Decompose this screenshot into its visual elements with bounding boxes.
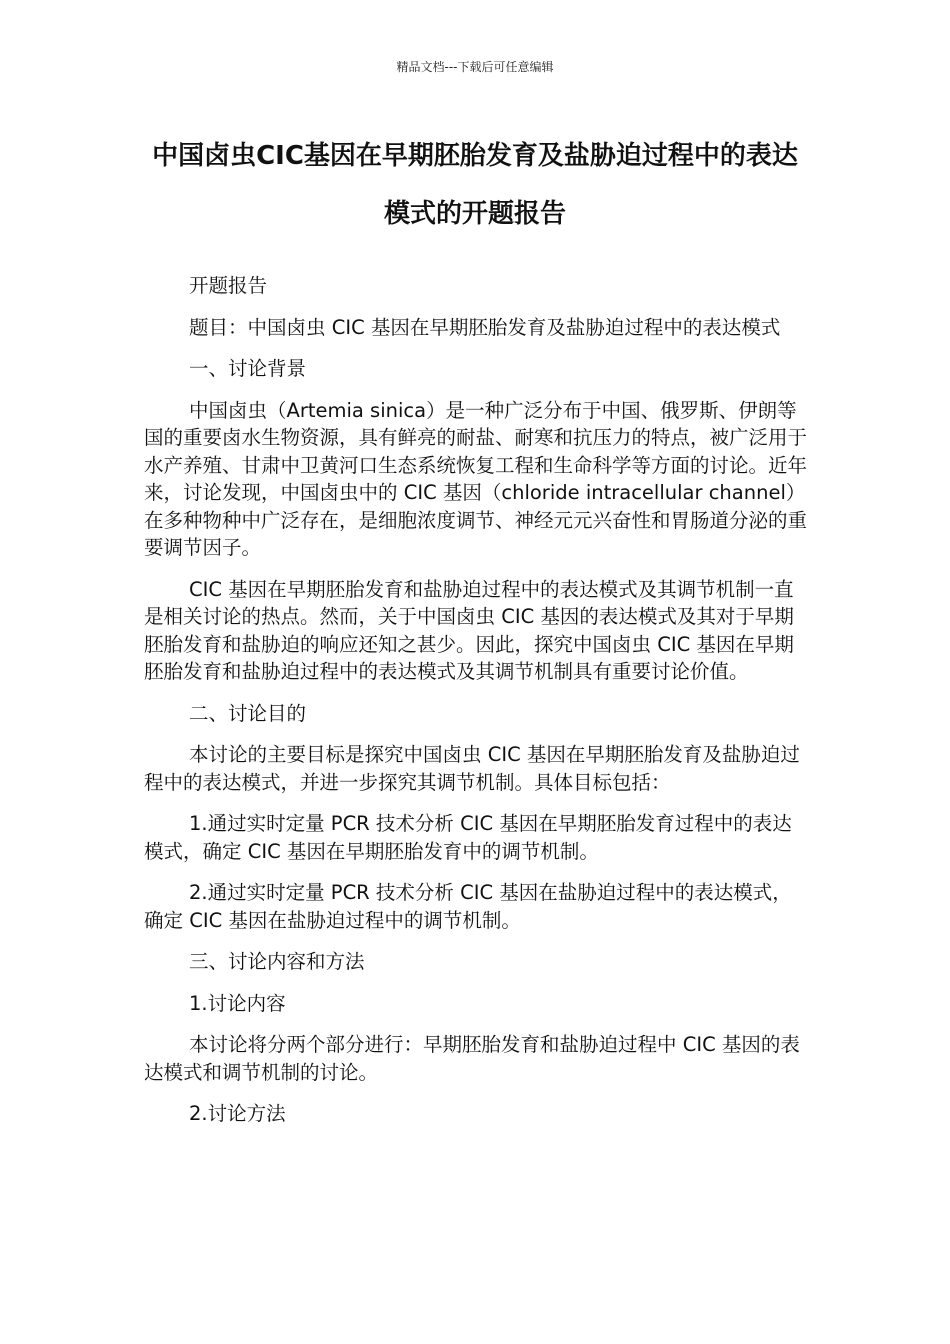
paragraph-topic: 题目：中国卤虫 CIC 基因在早期胚胎发育及盐胁迫过程中的表达模式 — [189, 315, 781, 339]
paragraph-purpose: 本讨论的主要目标是探究中国卤虫 CIC 基因在早期胚胎发育及盐胁迫过程中的表达模式，并进一步探究其调节机制。具体目标包括： — [144, 743, 800, 794]
section-heading-purpose: 二、讨论目的 — [189, 701, 307, 725]
paragraph-goal-2: 2.通过实时定量 PCR 技术分析 CIC 基因在盐胁迫过程中的表达模式，确定 CIC 基因在盐胁迫过程中的调节机制。 — [144, 881, 792, 932]
subheading-method: 2.讨论方法 — [189, 1102, 286, 1125]
document-title: 中国卤虫CIC基因在早期胚胎发育及盐胁迫过程中的表达模式的开题报告 — [152, 141, 798, 229]
document-body — [144, 272, 809, 1142]
section-heading-content-method: 三、讨论内容和方法 — [189, 950, 365, 973]
subheading-content: 1.讨论内容 — [189, 991, 286, 1015]
paragraph-content: 本讨论将分两个部分进行：早期胚胎发育和盐胁迫过程中 CIC 基因的表达模式和调节机制的讨论。 — [144, 1033, 800, 1084]
paragraph-goal-1: 1.通过实时定量 PCR 技术分析 CIC 基因在早期胚胎发育过程中的表达模式，确定 CIC 基因在早期胚胎发育中的调节机制。 — [144, 812, 792, 863]
section-heading-background: 一、讨论背景 — [189, 357, 307, 380]
paragraph-report-label: 开题报告 — [189, 274, 268, 297]
paragraph-background-1: 中国卤虫（Artemia sinica）是一种广泛分布于中国、俄罗斯、伊朗等国的重要卤水生物资源，具有鲜亮的耐盐、耐寒和抗压力的特点，被广泛用于水产养殖、甘肃中卫黄河口生态系统恢复工程和生命科学等方面的讨论。近年来，讨论发现，中国卤虫中的 CIC 基因（chloride intracellular channel）在多种物种中广泛存在，是细胞浓度调节、神经元元兴奋性和胃肠道分泌的重要调节因子。 — [144, 398, 808, 559]
page-header-note: 精品文档---下载后可任意编辑 — [396, 60, 554, 74]
paragraph-background-2: CIC 基因在早期胚胎发育和盐胁迫过程中的表达模式及其调节机制一直是相关讨论的热点。然而，关于中国卤虫 CIC 基因的表达模式及其对于早期胚胎发育和盐胁迫的响应还知之甚少。因此，探究中国卤虫 CIC 基因在早期胚胎发育和盐胁迫过程中的表达模式及其调节机制具有重要讨论价值。 — [144, 577, 794, 683]
